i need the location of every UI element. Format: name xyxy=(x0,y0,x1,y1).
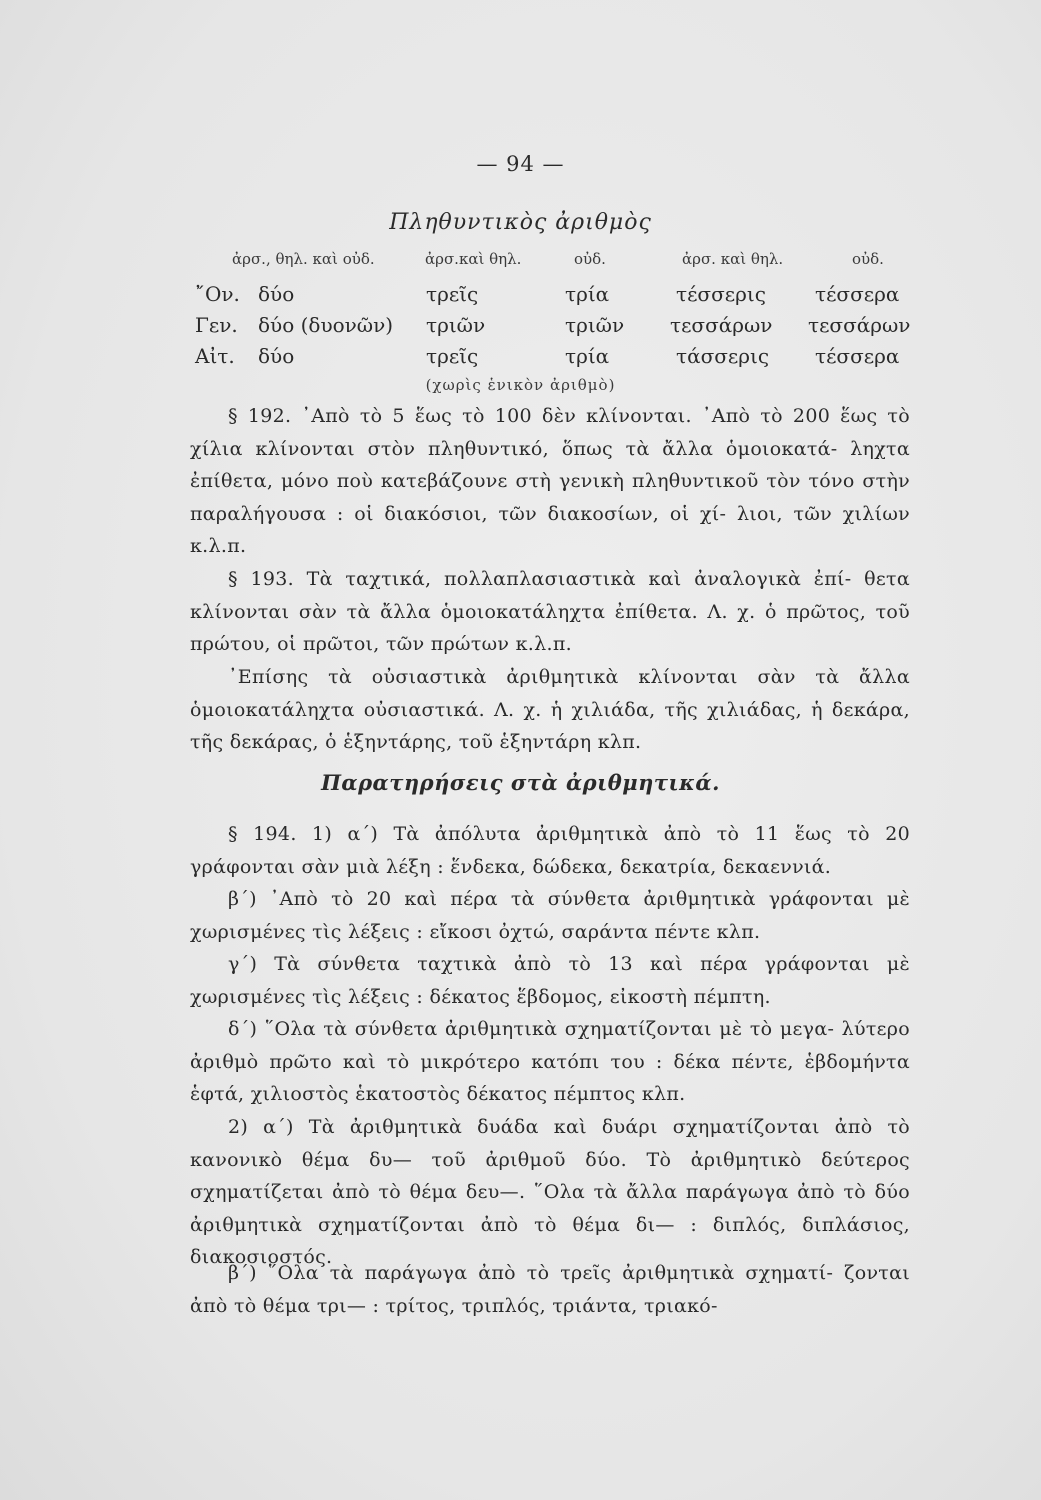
paragraph-194-1d: δ΄) ῞Ολα τὰ σύνθετα ἀριθμητικὰ σχηματίζονται μὲ τὸ μεγα- λύτερο ἀριθμὸ πρῶτο καὶ τὸ μικρότερο κατόπι του : δέκα πέντε, ἑβδομήντα ἑφτά, χιλιοστὸς ἑκατοστὸς δέκατος πέμπτος κλπ. xyxy=(190,1018,910,1106)
paragraph-194-1b: β΄) ᾽Απὸ τὸ 20 καὶ πέρα τὰ σύνθετα ἀριθμητικὰ γράφονται μὲ χωρισμένες τὶς λέξεις : εἴκοσι ὀχτώ, σαράντα πέντε κλπ. xyxy=(190,888,910,943)
page-number: — 94 — xyxy=(476,152,565,176)
section-heading: Παρατηρήσεις στὰ ἀριθμητικά. xyxy=(321,770,720,795)
paragraph-193: § 193. Τὰ ταχτικά, πολλαπλασιαστικὰ καὶ ἀναλογικὰ ἐπί- θετα κλίνονται σὰν τὰ ἄλλα ὁμοιοκατάληχτα ἐπίθετα. Λ. χ. ὁ πρῶτος, τοῦ πρώτου, οἱ πρῶτοι, τῶν πρώτων κ.λ.π. xyxy=(190,568,910,656)
paragraph-194-1c: γ΄) Τὰ σύνθετα ταχτικὰ ἀπὸ τὸ 13 καὶ πέρα γράφονται μὲ χωρισμένες τὶς λέξεις : δέκατος ἕβδομος, εἰκοστὴ πέμπτη. xyxy=(190,953,910,1008)
paragraph-192: § 192. ᾽Απὸ τὸ 5 ἕως τὸ 100 δὲν κλίνονται. ᾽Απὸ τὸ 200 ἕως τὸ χίλια κλίνονται στὸν πληθυντικό, ὅπως τὰ ἄλλα ὁμοιοκατά- ληχτα ἐπίθετα, μόνο ποὺ κατεβάζουνε στὴ γενικὴ πληθυντικοῦ τὸν τόνο στὴν παραλήγουσα : οἱ διακόσιοι, τῶν διακοσίων, οἱ χί- λιοι, τῶν χιλίων κ.λ.π. xyxy=(190,405,910,558)
header-col-4: ἀρσ. καὶ θηλ. xyxy=(682,250,784,268)
declension-row-genitive xyxy=(0,313,1041,339)
paragraph-194-2a: 2) α΄) Τὰ ἀριθμητικὰ δυάδα καὶ δυάρι σχηματίζονται ἀπὸ τὸ κανονικὸ θέμα δυ— τοῦ ἀριθμοῦ δύο. Τὸ ἀριθμητικὸ δεύτερος σχηματίζεται ἀπὸ τὸ θέμα δευ—. ῞Ολα τὰ ἄλλα παράγωγα ἀπὸ τὸ δύο ἀριθμητικὰ σχηματίζονται ἀπὸ τὸ θέμα δι— : διπλός, διπλάσιος, διακοσιοστός. xyxy=(190,1116,910,1269)
header-col-2: ἀρσ.καὶ θηλ. xyxy=(425,250,522,268)
header-col-5: οὐδ. xyxy=(852,250,884,268)
table-cell: τέσσερα xyxy=(815,282,900,306)
table-cell: δύο (δυονῶν) xyxy=(258,313,394,337)
case-label: Γεν. xyxy=(195,313,238,337)
case-label: ῎Ον. xyxy=(195,282,240,306)
table-cell: δύο xyxy=(258,344,295,368)
paragraph-194-2b: β΄) ῞Ολα τὰ παράγωγα ἀπὸ τὸ τρεῖς ἀριθμητικὰ σχηματί- ζονται ἀπὸ τὸ θέμα τρι— : τρίτος, τριπλός, τριάντα, τριακό- xyxy=(190,1262,910,1317)
case-label: Αἰτ. xyxy=(195,344,235,368)
table-cell: τριῶν xyxy=(426,313,486,337)
header-col-3: οὐδ. xyxy=(574,250,606,268)
declension-row-nominative xyxy=(0,282,1041,308)
table-cell: τρία xyxy=(565,282,610,306)
table-cell: τέσσερα xyxy=(815,344,900,368)
table-cell: τρεῖς xyxy=(426,344,479,368)
table-cell: τεσσάρων xyxy=(808,313,911,337)
declension-row-accusative xyxy=(0,344,1041,370)
table-cell: τρεῖς xyxy=(426,282,479,306)
table-cell: τάσσερις xyxy=(676,344,770,368)
declension-table-title: Πληθυντικὸς ἀριθμὸς xyxy=(389,210,652,235)
header-col-1: ἀρσ., θηλ. καὶ οὐδ. xyxy=(232,250,375,268)
table-cell: δύο xyxy=(258,282,295,306)
paragraph-numerical-nouns: ᾽Επίσης τὰ οὐσιαστικὰ ἀριθμητικὰ κλίνονται σὰν τὰ ἄλλα ὁμοιοκατάληχτα οὐσιαστικά. Λ. χ. ἡ χιλιάδα, τῆς χιλιάδας, ἡ δεκάρα, τῆς δεκάρας, ὁ ἑξηντάρης, τοῦ ἑξηντάρη κλπ. xyxy=(190,666,910,754)
table-cell: τέσσερις xyxy=(676,282,766,306)
table-cell: τριῶν xyxy=(565,313,625,337)
table-cell: τρία xyxy=(565,344,610,368)
declension-note: (χωρὶς ἑνικὸν ἀριθμὸ) xyxy=(425,376,616,394)
declension-table-header xyxy=(0,250,1041,276)
table-cell: τεσσάρων xyxy=(670,313,773,337)
paragraph-194-1a: § 194. 1) α΄) Τὰ ἀπόλυτα ἀριθμητικὰ ἀπὸ τὸ 11 ἕως τὸ 20 γράφονται σὰν μιὰ λέξη : ἕνδεκα, δώδεκα, δεκατρία, δεκαεννιά. xyxy=(190,823,910,878)
